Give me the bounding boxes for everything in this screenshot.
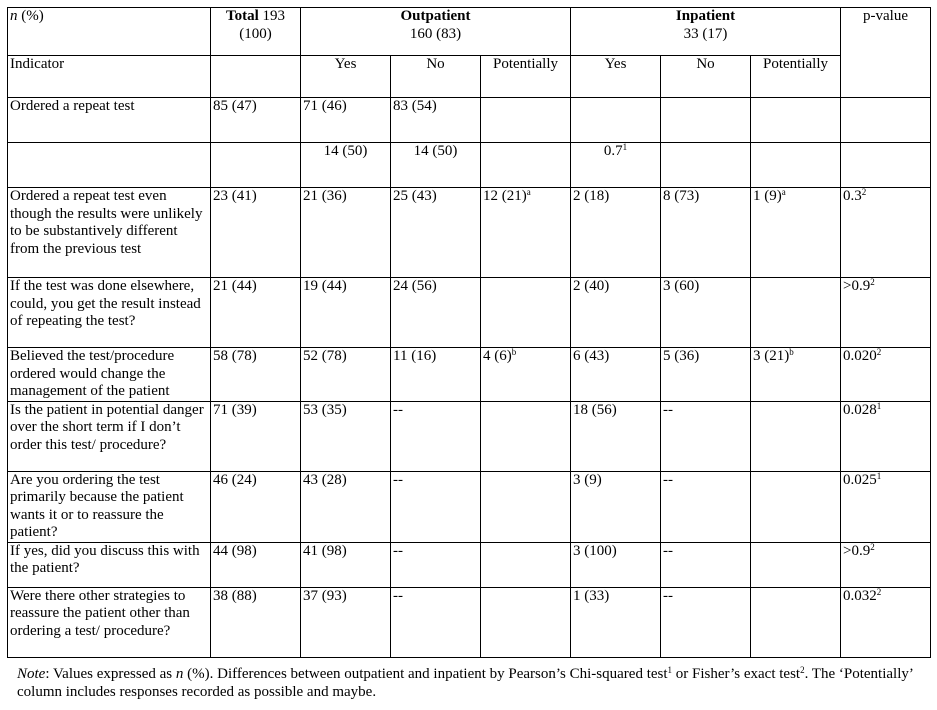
row-pvalue	[841, 278, 931, 348]
note-part3: or Fisher’s exact test	[672, 666, 801, 682]
row-in-potentially-sup: b	[789, 347, 794, 357]
row-out-no: --	[391, 542, 481, 587]
row-out-potentially	[481, 401, 571, 471]
row-out-potentially	[481, 542, 571, 587]
row-total: 21 (44)	[211, 278, 301, 348]
row-out-no: --	[391, 587, 481, 657]
row-out-potentially	[481, 143, 571, 188]
row-pvalue-sup: 1	[876, 471, 882, 481]
row-out-yes: 21 (36)	[301, 188, 391, 278]
table-row	[8, 98, 931, 143]
row-indicator: Ordered a repeat test	[8, 98, 211, 143]
subheader-out-yes: Yes	[301, 56, 391, 98]
row-pvalue-sup: 2	[870, 277, 875, 287]
row-in-potentially	[751, 98, 841, 143]
row-total: 71 (39)	[211, 401, 301, 471]
row-out-yes: 52 (78)	[301, 348, 391, 402]
row-total: 85 (47)	[211, 98, 301, 143]
header-inpatient-n: 33 (17)	[683, 25, 728, 42]
row-in-no: --	[661, 471, 751, 542]
row-in-yes: 3 (100)	[571, 542, 661, 587]
row-in-yes: 2 (18)	[571, 188, 661, 278]
table-row	[8, 587, 931, 657]
row-indicator: If the test was done elsewhere, could, you get the result instead of repeating the test?	[8, 278, 211, 348]
row-pvalue	[841, 98, 931, 143]
row-in-no: 5 (36)	[661, 348, 751, 402]
header-inpatient-title: Inpatient	[675, 8, 736, 24]
row-out-no: 11 (16)	[391, 348, 481, 402]
row-in-yes-sup: 1	[622, 142, 628, 152]
header-outpatient-title: Outpatient	[400, 8, 471, 24]
header-outpatient-cell	[301, 8, 571, 56]
note-part2: (%). Differences between outpatient and inpatient by Pearson’s Chi-squared test	[183, 666, 668, 682]
table-header-row	[8, 8, 931, 56]
row-in-potentially-value: 3 (21)	[753, 348, 790, 364]
row-pvalue-value: 0.025	[843, 471, 877, 488]
row-out-potentially-sup: a	[526, 187, 531, 197]
note-sup1: 1	[667, 665, 673, 675]
row-pvalue	[841, 188, 931, 278]
row-out-no: 24 (56)	[391, 278, 481, 348]
note-label: Note	[17, 666, 46, 682]
header-total-n: 193	[258, 8, 286, 24]
row-indicator: Ordered a repeat test even though the results were unlikely to be substantively different from the previous test	[8, 188, 211, 278]
note-n-italic: n	[175, 666, 184, 682]
row-out-yes: 41 (98)	[301, 542, 391, 587]
row-out-no: --	[391, 471, 481, 542]
table-row	[8, 143, 931, 188]
row-out-no: 83 (54)	[391, 98, 481, 143]
row-pvalue-value: 0.028	[843, 401, 877, 418]
row-in-potentially	[751, 542, 841, 587]
row-pvalue-sup: 2	[876, 587, 882, 597]
row-total: 46 (24)	[211, 471, 301, 542]
row-in-no: --	[661, 542, 751, 587]
row-in-yes-value: 0.7	[603, 143, 623, 159]
row-indicator: Is the patient in potential danger over the short term if I don’t order this test/ procedure?	[8, 401, 211, 471]
row-pvalue	[841, 587, 931, 657]
header-n-cell	[8, 8, 211, 56]
row-pvalue-value: >0.9	[843, 278, 871, 294]
header-pvalue-cell	[841, 8, 931, 98]
row-in-potentially	[751, 143, 841, 188]
table-row	[8, 278, 931, 348]
row-out-potentially-sup: b	[511, 347, 517, 357]
row-out-potentially-value: 4 (6)	[483, 348, 512, 364]
table-row	[8, 401, 931, 471]
row-in-potentially-sup: a	[781, 187, 786, 197]
row-indicator	[8, 143, 211, 188]
row-pvalue-sup: 2	[876, 347, 882, 357]
note-part1: : Values expressed as	[45, 666, 176, 682]
row-in-yes: 18 (56)	[571, 401, 661, 471]
subheader-out-potentially: Potentially	[481, 56, 571, 98]
row-pvalue	[841, 401, 931, 471]
row-in-yes: 3 (9)	[571, 471, 661, 542]
row-in-no: --	[661, 587, 751, 657]
subheader-in-potentially: Potentially	[751, 56, 841, 98]
row-pvalue-sup: 2	[870, 542, 875, 552]
row-in-potentially	[751, 188, 841, 278]
row-out-yes: 71 (46)	[301, 98, 391, 143]
table-subheader-row	[8, 56, 931, 98]
header-n-rest: (%)	[17, 8, 44, 24]
row-in-yes: 1 (33)	[571, 587, 661, 657]
row-pvalue-sup: 1	[876, 401, 882, 411]
row-pvalue	[841, 542, 931, 587]
row-in-no: 3 (60)	[661, 278, 751, 348]
subheader-in-no: No	[661, 56, 751, 98]
subheader-in-yes: Yes	[571, 56, 661, 98]
row-out-no: 25 (43)	[391, 188, 481, 278]
subheader-total-empty	[211, 56, 301, 98]
row-out-no: 14 (50)	[391, 143, 481, 188]
row-pvalue-sup: 2	[861, 187, 867, 197]
row-out-yes: 19 (44)	[301, 278, 391, 348]
subheader-indicator: Indicator	[8, 56, 211, 98]
row-total	[211, 143, 301, 188]
header-outpatient-n: 160 (83)	[409, 25, 462, 42]
row-total: 44 (98)	[211, 542, 301, 587]
row-in-yes: 2 (40)	[571, 278, 661, 348]
row-pvalue	[841, 348, 931, 402]
row-in-yes	[571, 98, 661, 143]
row-indicator: Believed the test/procedure ordered would change the management of the patient	[8, 348, 211, 402]
header-total-pct: (100)	[239, 25, 272, 42]
row-pvalue-value: >0.9	[843, 542, 871, 559]
row-out-potentially	[481, 188, 571, 278]
row-in-no	[661, 98, 751, 143]
row-out-potentially	[481, 471, 571, 542]
row-out-potentially	[481, 587, 571, 657]
row-total: 58 (78)	[211, 348, 301, 402]
row-indicator: If yes, did you discuss this with the patient?	[8, 542, 211, 587]
table-row	[8, 542, 931, 587]
row-out-yes: 14 (50)	[301, 143, 391, 188]
row-in-potentially	[751, 401, 841, 471]
row-out-potentially	[481, 98, 571, 143]
row-pvalue	[841, 471, 931, 542]
table-row	[8, 188, 931, 278]
row-in-potentially	[751, 278, 841, 348]
row-in-potentially	[751, 471, 841, 542]
row-total: 23 (41)	[211, 188, 301, 278]
row-in-no: --	[661, 401, 751, 471]
row-out-potentially-value: 12 (21)	[483, 188, 527, 204]
row-out-no: --	[391, 401, 481, 471]
row-pvalue-value: 0.020	[843, 348, 877, 364]
row-pvalue	[841, 143, 931, 188]
header-pvalue: p-value	[863, 8, 909, 24]
header-total-label: Total	[225, 8, 259, 24]
row-out-yes: 43 (28)	[301, 471, 391, 542]
results-table	[7, 7, 931, 658]
row-indicator: Were there other strategies to reassure the patient other than ordering a test/ procedure?	[8, 587, 211, 657]
subheader-out-no: No	[391, 56, 481, 98]
header-inpatient-cell	[571, 8, 841, 56]
row-indicator: Are you ordering the test primarily because the patient wants it or to reassure the patient?	[8, 471, 211, 542]
row-in-no	[661, 143, 751, 188]
row-out-potentially	[481, 348, 571, 402]
header-total-cell	[211, 8, 301, 56]
row-in-potentially	[751, 348, 841, 402]
note-part4: . The ‘Potentially’ column includes responses recorded as possible and maybe.	[17, 666, 913, 700]
row-in-yes	[571, 143, 661, 188]
row-in-potentially-value: 1 (9)	[753, 188, 782, 204]
table-row	[8, 471, 931, 542]
header-n-italic: n	[10, 8, 18, 24]
table-footnote	[17, 665, 922, 701]
row-in-no: 8 (73)	[661, 188, 751, 278]
row-pvalue-value: 0.032	[843, 587, 877, 604]
row-total: 38 (88)	[211, 587, 301, 657]
row-out-potentially	[481, 278, 571, 348]
table-row	[8, 348, 931, 402]
row-out-yes: 53 (35)	[301, 401, 391, 471]
row-in-yes: 6 (43)	[571, 348, 661, 402]
row-out-yes: 37 (93)	[301, 587, 391, 657]
note-sup2: 2	[800, 665, 805, 675]
row-in-potentially	[751, 587, 841, 657]
row-pvalue-value: 0.3	[843, 188, 862, 204]
